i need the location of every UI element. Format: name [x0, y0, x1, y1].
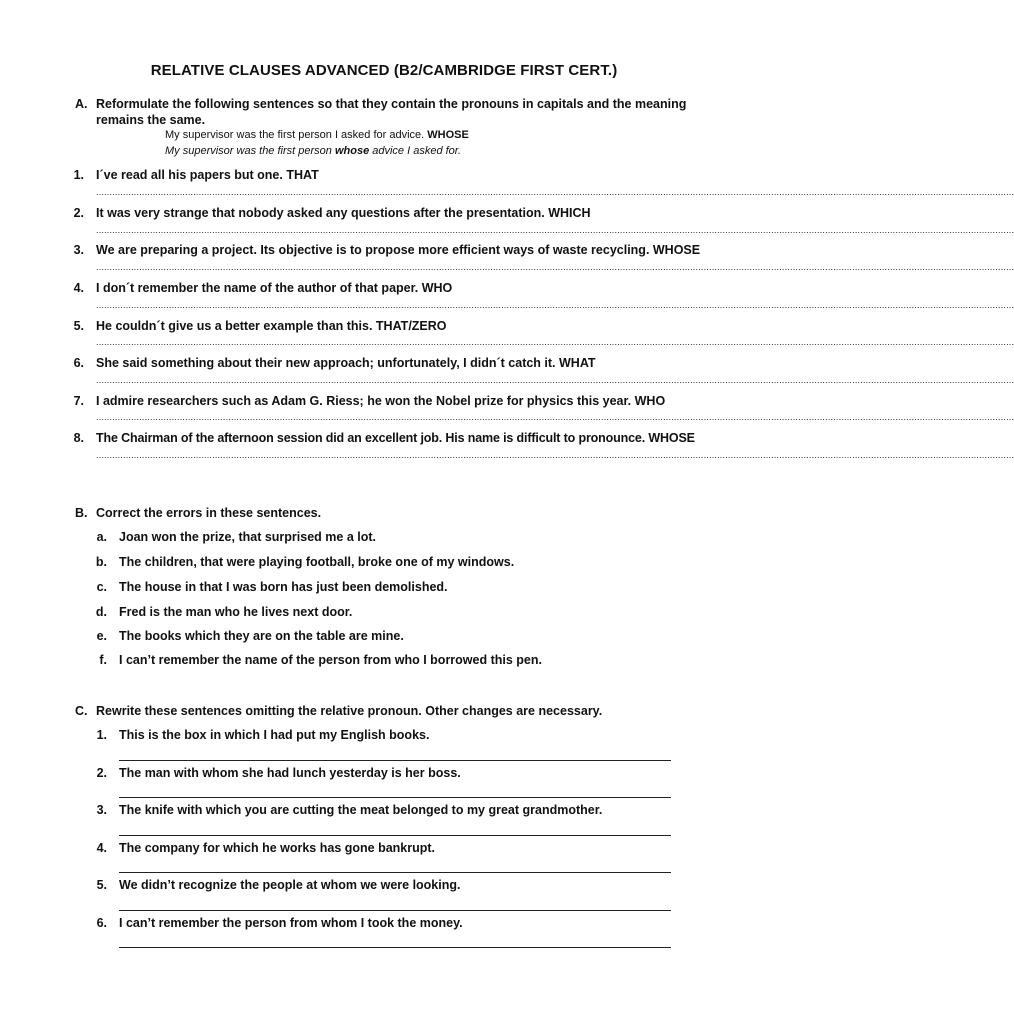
- section-a-item-text: She said something about their new approach; unfortunately, I didn´t catch it. WHAT: [96, 356, 596, 370]
- section-a-item-number: 8.: [73, 431, 84, 445]
- section-a-example-prompt: [165, 129, 469, 141]
- section-a-item-number: 1.: [73, 168, 84, 182]
- section-c-item-text: We didn’t recognize the people at whom we were looking.: [119, 878, 461, 892]
- section-a-item-number: 6.: [73, 356, 84, 370]
- section-c-item-number: 4.: [96, 841, 107, 855]
- section-b-instruction: Correct the errors in these sentences.: [96, 506, 322, 520]
- answer-blank-line[interactable]: [119, 835, 671, 836]
- answer-dotted-line[interactable]: ....................................................................................................................................................................................................................................................................................................................................................: [96, 450, 1014, 460]
- section-b-item-text: The children, that were playing football, broke one of my windows.: [119, 555, 515, 569]
- section-c-item-text: I can’t remember the person from whom I took the money.: [119, 916, 463, 930]
- section-b-item-letter: f.: [99, 653, 107, 667]
- section-a-instruction-line2: remains the same.: [96, 113, 206, 127]
- section-b-item-letter: d.: [95, 605, 107, 619]
- section-a-item-text: We are preparing a project. Its objective is to propose more efficient ways of waste recycling. WHOSE: [96, 243, 701, 257]
- section-a-item-number: 3.: [73, 243, 84, 257]
- answer-dotted-line[interactable]: ....................................................................................................................................................................................................................................................................................................................................................: [96, 375, 1014, 385]
- section-c-item-text: The man with whom she had lunch yesterday is her boss.: [119, 766, 461, 780]
- section-a-item-number: 7.: [73, 394, 84, 408]
- section-b-item-letter: a.: [96, 530, 107, 544]
- answer-blank-line[interactable]: [119, 947, 671, 948]
- section-c-item-number: 1.: [96, 728, 107, 742]
- page-title: RELATIVE CLAUSES ADVANCED (B2/CAMBRIDGE FIRST CERT.): [150, 62, 618, 79]
- section-b-item-text: The house in that I was born has just been demolished.: [119, 580, 448, 594]
- section-a-item-number: 4.: [73, 281, 84, 295]
- example-answer-keyword: whose: [334, 145, 370, 157]
- answer-blank-line[interactable]: [119, 910, 671, 911]
- section-b-item-letter: c.: [96, 580, 107, 594]
- section-b-item-letter: e.: [96, 629, 107, 643]
- example-prompt-text: My supervisor was the first person I asked for advice.: [165, 129, 425, 141]
- section-c-letter: C.: [75, 704, 88, 718]
- section-a-item-number: 5.: [73, 319, 84, 333]
- section-b-item-text: I can’t remember the name of the person from who I borrowed this pen.: [119, 653, 542, 667]
- section-c-item-number: 6.: [96, 916, 107, 930]
- section-a-item-number: 2.: [73, 206, 84, 220]
- section-c-item-text: The company for which he works has gone bankrupt.: [119, 841, 436, 855]
- section-a-item-text: The Chairman of the afternoon session did an excellent job. His name is difficult to pronounce. WHOSE: [96, 431, 695, 445]
- answer-dotted-line[interactable]: ....................................................................................................................................................................................................................................................................................................................................................: [96, 300, 1014, 310]
- example-answer-end: advice I asked for.: [372, 145, 462, 157]
- answer-dotted-line[interactable]: ....................................................................................................................................................................................................................................................................................................................................................: [96, 187, 1014, 197]
- section-b-item-text: The books which they are on the table are mine.: [119, 629, 404, 643]
- answer-blank-line[interactable]: [119, 797, 671, 798]
- section-a-instruction-line1: Reformulate the following sentences so that they contain the pronouns in capitals and the meaning: [96, 97, 687, 111]
- section-c-item-text: This is the box in which I had put my English books.: [119, 728, 430, 742]
- section-a-item-text: I admire researchers such as Adam G. Riess; he won the Nobel prize for physics this year. WHO: [96, 394, 666, 408]
- section-a-item-text: I don´t remember the name of the author of that paper. WHO: [96, 281, 453, 295]
- example-answer-start: My supervisor was the first person: [165, 145, 332, 157]
- section-c-item-number: 5.: [96, 878, 107, 892]
- answer-blank-line[interactable]: [119, 872, 671, 873]
- section-a-example-answer: [165, 145, 461, 157]
- section-b-letter: B.: [75, 506, 88, 520]
- section-a-letter: A.: [75, 97, 88, 111]
- answer-dotted-line[interactable]: ....................................................................................................................................................................................................................................................................................................................................................: [96, 412, 1014, 422]
- answer-dotted-line[interactable]: ....................................................................................................................................................................................................................................................................................................................................................: [96, 262, 1014, 272]
- section-b-item-text: Fred is the man who he lives next door.: [119, 605, 353, 619]
- section-a-item-text: It was very strange that nobody asked any questions after the presentation. WHICH: [96, 206, 591, 220]
- section-a-item-text: He couldn´t give us a better example than this. THAT/ZERO: [96, 319, 447, 333]
- section-b-item-text: Joan won the prize, that surprised me a lot.: [119, 530, 376, 544]
- answer-blank-line[interactable]: [119, 760, 671, 761]
- section-c-item-text: The knife with which you are cutting the meat belonged to my great grandmother.: [119, 803, 603, 817]
- answer-dotted-line[interactable]: ....................................................................................................................................................................................................................................................................................................................................................: [96, 337, 1014, 347]
- example-prompt-keyword: WHOSE: [427, 129, 469, 141]
- section-a-item-text: I´ve read all his papers but one. THAT: [96, 168, 319, 182]
- section-b-item-letter: b.: [95, 555, 107, 569]
- section-c-item-number: 2.: [96, 766, 107, 780]
- section-c-item-number: 3.: [96, 803, 107, 817]
- answer-dotted-line[interactable]: ....................................................................................................................................................................................................................................................................................................................................................: [96, 225, 1014, 235]
- section-c-instruction: Rewrite these sentences omitting the relative pronoun. Other changes are necessary.: [96, 704, 603, 718]
